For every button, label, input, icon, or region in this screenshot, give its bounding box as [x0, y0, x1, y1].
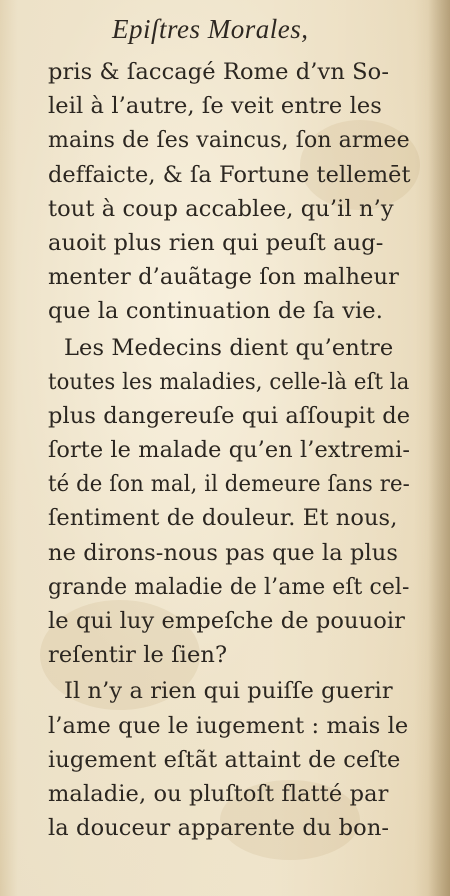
text-line: ne dirons-nous pas que la plus [48, 539, 399, 566]
text-line: tout à coup accablee, qu’il n’y [48, 195, 394, 222]
text-line: plus dangereuſe qui aſſoupit de [48, 402, 411, 429]
text-line: grande maladie de l’ame eſt cel- [48, 573, 410, 600]
text-line: leil à l’autre, ſe veit entre les [48, 93, 382, 120]
text-line: menter d’auãtage ſon malheur [48, 264, 399, 291]
paragraph-start-line: Les Medecins dient qu’entre [64, 334, 394, 361]
text-line: toutes les maladies, celle-là eſt la [48, 368, 410, 395]
text-line: auoit plus rien qui peuſt aug- [48, 229, 384, 256]
page-edge-shadow [428, 0, 450, 896]
text-line: la douceur apparente du bon- [48, 815, 390, 842]
text-line: mains de ſes vaincus, ſon armee [48, 127, 410, 154]
text-line: le qui luy empeſche de pouuoir [48, 608, 406, 634]
text-line: l’ame que le iugement : mais le [48, 712, 409, 739]
running-header: Epiſtres Morales, [112, 14, 309, 44]
text-line: té de ſon mal, il demeure ſans re- [48, 471, 410, 498]
paragraph-start-line: Il n’y a rien qui puiſſe guerir [64, 678, 393, 705]
text-line: deffaicte, & ſa Fortune tellemēt [48, 161, 411, 188]
body-text [48, 55, 411, 845]
text-line: ſorte le malade qu’en l’extremi- [48, 437, 411, 464]
text-line: reſentir le ſien? [48, 642, 228, 669]
text-line: iugement eſtãt attaint de ceſte [48, 746, 401, 773]
text-line: que la continuation de ſa vie. [48, 298, 383, 325]
text-line: maladie, ou pluſtoſt flatté par [48, 780, 389, 807]
text-line: ſentiment de douleur. Et nous, [48, 505, 398, 532]
text-line: pris & ſaccagé Rome d’vn So- [48, 59, 390, 85]
